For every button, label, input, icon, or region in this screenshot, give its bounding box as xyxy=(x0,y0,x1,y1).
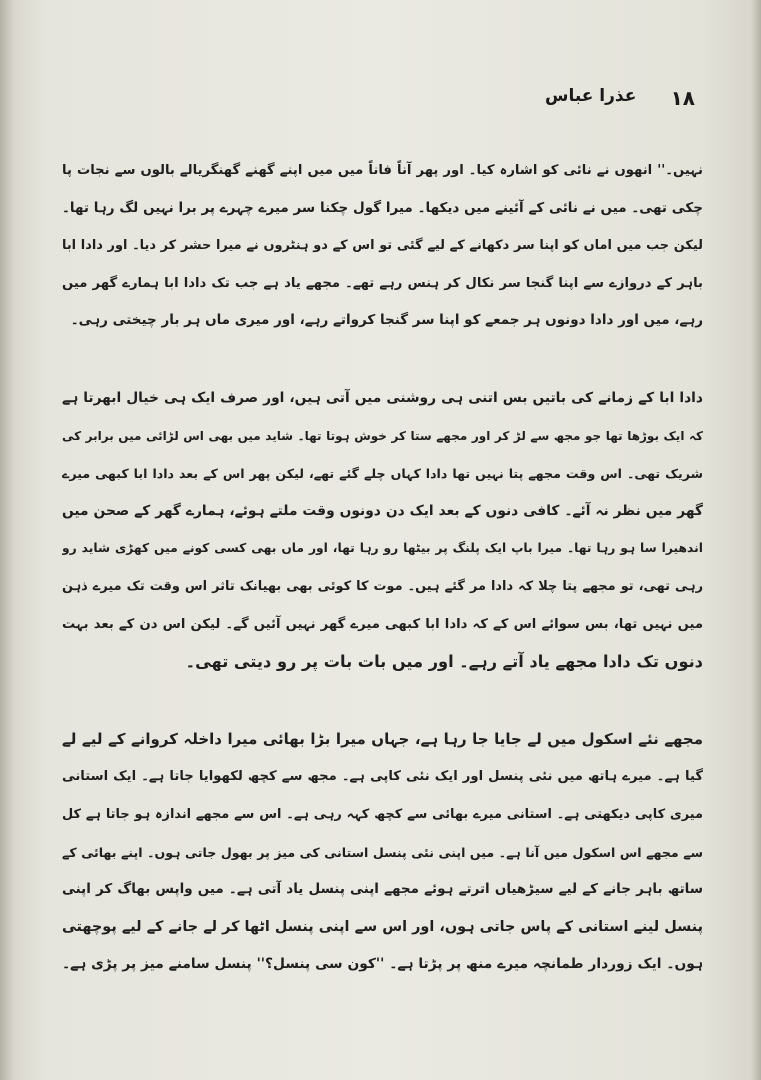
text-line: ہوں۔ ایک زوردار طمانچہ میرے منھ پر پڑتا ہے۔ ''کون سی پنسل؟'' پنسل سامنے میز پر پڑی ہے۔ xyxy=(62,956,703,973)
text-line: دنوں تک دادا مجھے یاد آتے رہے۔ اور میں بات بات پر رو دیتی تھی۔ xyxy=(185,652,703,672)
text-line: کہ ایک بوڑھا تھا جو مجھ سے لڑ کر اور مجھے ستا کر خوش ہوتا تھا۔ شاید میں بھی اس لڑائی میں برابر کی xyxy=(62,428,703,443)
body-text xyxy=(62,152,703,1024)
running-title: عذرا عباس xyxy=(545,86,637,106)
page-left-shadow xyxy=(0,0,14,1080)
paragraph-3 xyxy=(62,721,703,984)
text-line: ساتھ باہر جانے کے لیے سیڑھیاں اترتے ہوئے مجھے اپنی پنسل یاد آتی ہے۔ میں واپس بھاگ کر اپنی xyxy=(62,881,703,898)
page-right-shadow xyxy=(751,0,761,1080)
text-line: مجھے نئے اسکول میں لے جایا جا رہا ہے، جہاں میرا بڑا بھائی میرا داخلہ کروانے کے لیے لے xyxy=(62,729,703,748)
paragraph-1 xyxy=(62,152,703,340)
text-line: شریک تھی۔ اس وقت مجھے پتا نہیں تھا دادا کہاں چلے گئے تھے، لیکن پھر اس کے بعد دادا ابا کبھی میرے xyxy=(62,466,703,482)
text-line: پنسل لینے استانی کے پاس جاتی ہوں، اور اس سے اپنی پنسل اٹھا کر لے جانے کے لیے پوچھتی xyxy=(62,918,703,935)
page-number: ۱۸ xyxy=(670,86,695,110)
text-line: رہی تھی، تو مجھے پتا چلا کہ دادا مر گئے ہیں۔ موت کا کوئی بھی بھیانک تاثر اس وقت تک میرے ذہن xyxy=(62,578,703,594)
text-line: چکی تھی۔ میں نے نائی کے آئینے میں دیکھا۔ میرا گول چکنا سر میرے چہرے پر برا نہیں لگ رہا تھا۔ xyxy=(62,199,703,216)
text-line: رہے، میں اور دادا دونوں ہر جمعے کو اپنا سر گنجا کرواتے رہے، اور میری ماں ہر بار چیختی رہی۔ xyxy=(70,312,703,329)
text-line: لیکن جب میں اماں کو اپنا سر دکھانے کے لیے گئی تو اس کے دو ہنٹروں نے میرا حشر کر دیا۔ اور دادا ابا xyxy=(62,238,703,254)
text-line: سے مجھے اس اسکول میں آنا ہے۔ میں اپنی نئی پنسل استانی کی میز پر بھول جاتی ہوں۔ اپنے بھائی کے xyxy=(62,844,703,860)
text-line: نہیں۔'' انھوں نے نائی کو اشارہ کیا۔ اور پھر آناً فاناً میں میں اپنے گھنے گھنگریالے بالوں سے نجات پا xyxy=(62,163,703,178)
paragraph-2 xyxy=(62,380,703,681)
text-line: اندھیرا سا ہو رہا تھا۔ میرا باپ ایک پلنگ پر بیٹھا رو رہا تھا، اور ماں بھی کسی کونے میں کھڑی شاید رو xyxy=(62,541,703,556)
text-line: دادا ابا کے زمانے کی باتیں بس اتنی ہی روشنی میں آتی ہیں، اور صرف ایک ہی خیال ابھرتا ہے xyxy=(62,389,703,406)
text-line: میری کاپی دیکھتی ہے۔ استانی میرے بھائی سے کچھ کہہ رہی ہے۔ اس سے مجھے اندازہ ہو جاتا ہے کل xyxy=(62,806,703,822)
text-line: گھر میں نظر نہ آئے۔ کافی دنوں کے بعد ایک دن دونوں وقت ملتے ہوئے، ہمارے گھر کے صحن میں xyxy=(62,502,703,519)
text-line: میں نہیں تھا، بس سوائے اس کے کہ دادا ابا کبھی میرے گھر نہیں آئیں گے۔ لیکن اس دن کے بعد بہت xyxy=(62,616,703,632)
page-header xyxy=(545,86,695,116)
text-line: گیا ہے۔ میرے ہاتھ میں نئی پنسل اور ایک نئی کاپی ہے۔ مجھ سے کچھ لکھوایا جاتا ہے۔ ایک استانی xyxy=(62,769,703,785)
text-line: باہر کے دروازے سے اپنا گنجا سر نکال کر ہنس رہے تھے۔ مجھے یاد ہے جب تک دادا ابا ہمارے گھر میں xyxy=(62,275,703,291)
